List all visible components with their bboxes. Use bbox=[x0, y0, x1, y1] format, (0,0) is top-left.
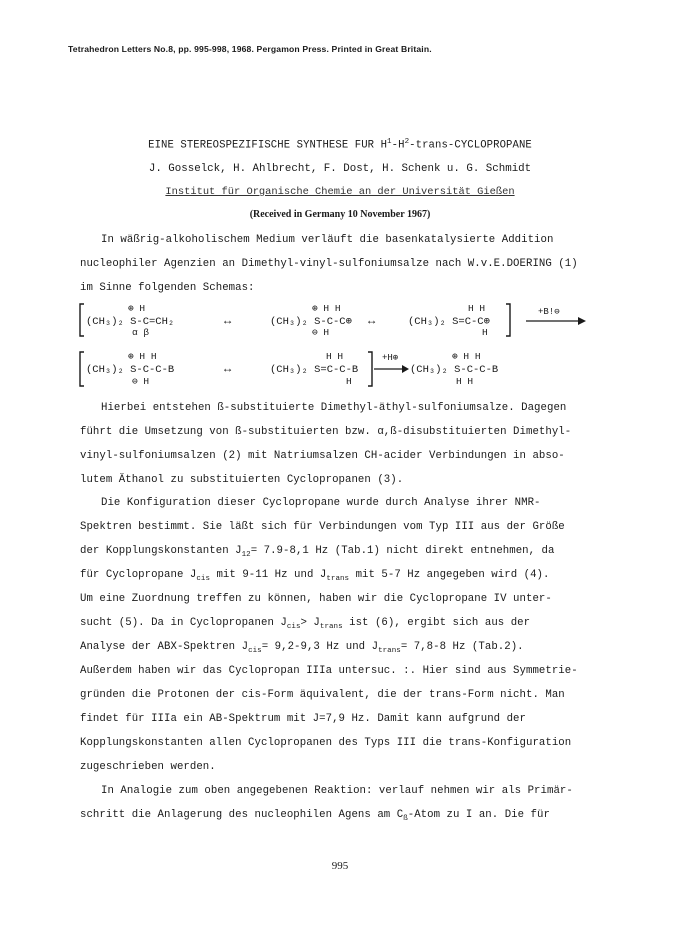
intro-line-2: nucleophiler Agenzien an Dimethyl-vinyl-sulfoniumsalze nach W.v.E.DOERING (1) bbox=[80, 258, 578, 270]
p2-line-9: gründen die Protonen der cis-Form äquivalent, die der trans-Form nicht. Man bbox=[80, 689, 565, 701]
bracket-left-row1 bbox=[80, 304, 84, 336]
journal-header: Tetrahedron Letters No.8, pp. 995-998, 1968. Pergamon Press. Printed in Great Britain. bbox=[68, 44, 432, 54]
p2-line-5: Um eine Zuordnung treffen zu können, haben wir die Cyclopropane IV unter- bbox=[80, 593, 552, 605]
row1-s2-top: ⊕ H H bbox=[312, 303, 341, 314]
reaction-scheme bbox=[78, 300, 618, 392]
p2-line-6 bbox=[80, 617, 530, 631]
p2-l3-a: der Kopplungskonstanten J bbox=[80, 545, 242, 557]
intro-line-1: In wäßrig-alkoholischem Medium verläuft die basenkatalysierte Addition bbox=[101, 234, 554, 246]
p2-line-10: findet für IIIa ein AB-Spektrum mit J=7,9 Hz. Damit kann aufgrund der bbox=[80, 713, 526, 725]
title-mid: -H bbox=[391, 139, 405, 152]
bracket-left-row2 bbox=[80, 352, 84, 386]
row1-s1-bottom: α β bbox=[132, 327, 150, 338]
p2-l7-b: = 9,2-9,3 Hz und J bbox=[261, 641, 379, 653]
p2-line-11: Kopplungskonstanten allen Cyclopropanen des Typs III die trans-Konfiguration bbox=[80, 737, 572, 749]
row2-s3-bottom: H H bbox=[456, 376, 474, 387]
reaction-scheme-svg bbox=[78, 300, 618, 392]
row1-s1-top: ⊕ H bbox=[128, 303, 146, 314]
row1-s2-main: (CH₃)₂ S-C-C⊕ bbox=[270, 316, 352, 328]
title-sup-1: 1 bbox=[387, 138, 392, 146]
p2-line-4 bbox=[80, 569, 549, 583]
title-end: -trans-CYCLOPROPANE bbox=[409, 139, 532, 152]
title-text: EINE STEREOSPEZIFISCHE SYNTHESE FUR H bbox=[148, 139, 388, 152]
p2-l4-sub1: cis bbox=[196, 575, 210, 584]
row2-s1-bottom: ⊖ H bbox=[132, 376, 150, 387]
row1-s3-top: H H bbox=[468, 303, 486, 314]
row1-s2-bottom: ⊖ H bbox=[312, 327, 330, 338]
p2-line-12: zugeschrieben werden. bbox=[80, 761, 216, 773]
row2-arrowhead bbox=[402, 365, 409, 373]
paper-title bbox=[0, 138, 680, 152]
institute-affiliation: Institut für Organische Chemie an der Universität Gießen bbox=[165, 186, 515, 198]
row2-s3-top: ⊕ H H bbox=[452, 351, 481, 362]
row1-s1-main: (CH₃)₂ S-C=CH₂ bbox=[86, 316, 175, 328]
p3-l2-sub: ß bbox=[403, 815, 408, 824]
row2-s2-top: H H bbox=[326, 351, 344, 362]
row1-s3-bottom: H bbox=[482, 327, 488, 338]
p2-l7-c: = 7,8-8 Hz (Tab.2). bbox=[400, 641, 524, 653]
p3-l2-b: -Atom zu I an. Die für bbox=[407, 809, 550, 821]
intro-line-3: im Sinne folgenden Schemas: bbox=[80, 282, 255, 294]
row1-reagent: +B!⊖ bbox=[538, 307, 560, 317]
p1-line-3: vinyl-sulfoniumsalzen (2) mit Natriumsalzen CH-acider Verbindungen in abso- bbox=[80, 450, 565, 462]
p2-line-2: Spektren bestimmt. Sie läßt sich für Verbindungen vom Typ III aus der Größe bbox=[80, 521, 565, 533]
p2-l4-sub2: trans bbox=[326, 575, 350, 584]
row2-s1-main: (CH₃)₂ S-C-C-B bbox=[86, 364, 175, 376]
p2-l4-c: mit 5-7 Hz angegeben wird (4). bbox=[349, 569, 550, 581]
row1-arrow2: ↔ bbox=[368, 314, 376, 328]
p2-l3-sub: 12 bbox=[241, 551, 251, 560]
row2-s3-main: (CH₃)₂ S-C-C-B bbox=[410, 364, 499, 376]
p3-line-1: In Analogie zum oben angegebenen Reaktion: verlauf nehmen wir als Primär- bbox=[101, 785, 573, 797]
p1-line-4: lutem Äthanol zu substituierten Cyclopropanen (3). bbox=[80, 474, 404, 486]
bracket-right-row1 bbox=[506, 304, 510, 336]
p2-l6-sub1: cis bbox=[286, 623, 301, 632]
row1-arrowhead bbox=[578, 317, 586, 325]
p2-l7-a: Analyse der ABX-Spektren J bbox=[80, 641, 249, 653]
p2-l6-sub2: trans bbox=[319, 623, 343, 632]
author-list: J. Gosselck, H. Ahlbrecht, F. Dost, H. Schenk u. G. Schmidt bbox=[148, 163, 532, 175]
p2-l7-sub2: trans bbox=[378, 647, 401, 656]
p2-line-8: Außerdem haben wir das Cyclopropan IIIa untersuc. :. Hier sind aus Symmetrie- bbox=[80, 665, 578, 677]
row2-reagent: +H⊕ bbox=[382, 353, 399, 363]
p2-l7-sub1: cis bbox=[248, 647, 262, 656]
page-number: 995 bbox=[331, 860, 349, 872]
p2-line-3 bbox=[80, 545, 555, 559]
p2-l6-b: > J bbox=[300, 617, 320, 629]
row1-arrow1: ↔ bbox=[224, 314, 232, 328]
row2-s1-top: ⊕ H H bbox=[128, 351, 157, 362]
row2-s2-bottom: H bbox=[346, 376, 352, 387]
p2-l6-c: ist (6), ergibt sich aus der bbox=[342, 617, 531, 629]
p2-l6-a: sucht (5). Da in Cyclopropanen J bbox=[80, 617, 287, 629]
title-sup-2: 2 bbox=[404, 138, 410, 146]
p1-line-1: Hierbei entstehen ß-substituierte Dimethyl-äthyl-sulfoniumsalze. Dagegen bbox=[101, 402, 567, 414]
row1-s3-main: (CH₃)₂ S=C-C⊕ bbox=[408, 316, 490, 328]
p2-l4-b: mit 9-11 Hz und J bbox=[210, 569, 327, 581]
p2-line-1: Die Konfiguration dieser Cyclopropane wurde durch Analyse ihrer NMR- bbox=[101, 497, 541, 509]
p2-l4-a: für Cyclopropane J bbox=[80, 569, 197, 581]
p3-l2-a: schritt die Anlagerung des nucleophilen Agens am C bbox=[80, 809, 404, 821]
row2-s2-main: (CH₃)₂ S=C-C-B bbox=[270, 364, 359, 376]
p2-l3-b: = 7.9-8,1 Hz (Tab.1) nicht direkt entnehmen, da bbox=[250, 545, 555, 557]
p3-line-2 bbox=[80, 809, 550, 823]
row2-arrow1: ↔ bbox=[224, 362, 232, 376]
received-date: (Received in Germany 10 November 1967) bbox=[249, 209, 431, 220]
bracket-right-row2 bbox=[368, 352, 372, 386]
p2-line-7 bbox=[80, 641, 524, 655]
p1-line-2: führt die Umsetzung von ß-substituierten bzw. α,ß-disubstituierten Dimethyl- bbox=[80, 426, 572, 438]
